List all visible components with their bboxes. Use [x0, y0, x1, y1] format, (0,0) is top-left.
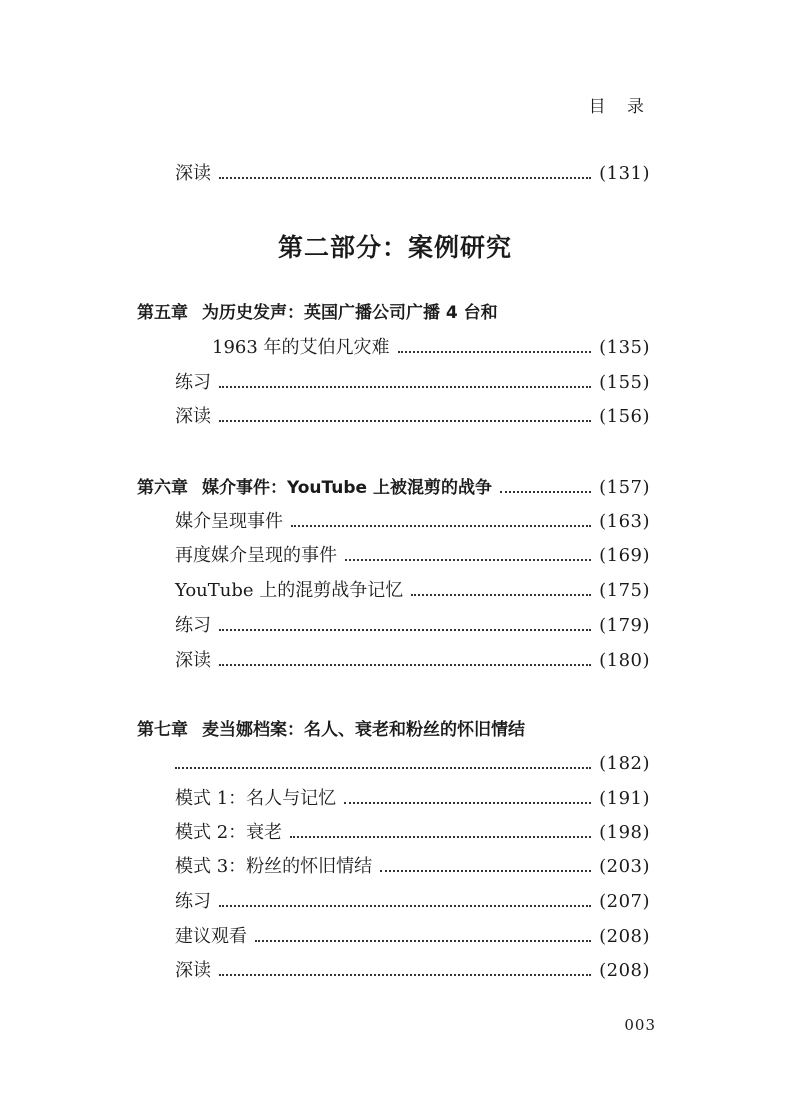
chapter-heading-5[interactable] [137, 298, 650, 328]
toc-entry-page: (135) [599, 337, 650, 358]
toc-entry[interactable] [175, 646, 650, 676]
toc-entry-page: (182) [599, 753, 650, 774]
chapter-title: 媒介事件：YouTube 上被混剪的战争 [202, 478, 492, 498]
toc-entry-page: (157) [599, 477, 650, 498]
chapter-title: 为历史发声：英国广播公司广播 4 台和 [202, 303, 498, 323]
toc-entry[interactable] [175, 402, 650, 432]
chapter-heading-5-cont[interactable] [212, 333, 650, 363]
toc-entry-page: (155) [599, 372, 650, 393]
toc-entry-title: 深读 [175, 650, 211, 671]
chapter-heading-7-cont[interactable] [175, 749, 650, 779]
chapter-heading-6[interactable] [137, 473, 650, 503]
toc-entry-page: (175) [599, 580, 650, 601]
dot-leader [380, 870, 591, 872]
toc-entry-page: (198) [599, 822, 650, 843]
dot-leader [219, 420, 591, 422]
toc-entry[interactable] [175, 818, 650, 848]
toc-entry[interactable] [175, 852, 650, 882]
part-title: 第二部分：案例研究 [277, 233, 512, 262]
toc-entry-title: 练习 [175, 891, 211, 912]
toc-entry[interactable] [175, 956, 650, 986]
dot-leader [219, 629, 591, 631]
toc-entry-title: 媒介呈现事件 [175, 511, 283, 532]
toc-entry[interactable] [175, 507, 650, 537]
dot-leader [219, 664, 591, 666]
chapter-label: 第六章 [137, 478, 188, 498]
dot-leader [345, 559, 591, 561]
chapter-label: 第五章 [137, 303, 188, 323]
toc-entry-page: (163) [599, 511, 650, 532]
toc-entry-title: 深读 [175, 163, 211, 184]
toc-entry-title: YouTube 上的混剪战争记忆 [175, 580, 404, 601]
toc-entry[interactable] [175, 159, 650, 189]
dot-leader [175, 767, 591, 769]
dot-leader [291, 525, 591, 527]
chapter-title: 麦当娜档案：名人、衰老和粉丝的怀旧情结 [202, 720, 525, 740]
toc-entry-title: 模式 2：衰老 [175, 822, 283, 843]
page-number: 003 [624, 1016, 656, 1034]
toc-entry-page: (203) [599, 856, 650, 877]
chapter-heading-7[interactable] [137, 715, 650, 745]
toc-entry-page: (208) [599, 926, 650, 947]
dot-leader [219, 974, 591, 976]
toc-entry-title: 模式 3：粉丝的怀旧情结 [175, 856, 373, 877]
toc-entry-title: 深读 [175, 406, 211, 427]
toc-entry-page: (208) [599, 960, 650, 981]
dot-leader [344, 802, 591, 804]
dot-leader [500, 491, 591, 493]
running-header: 目 录 [588, 97, 652, 117]
toc-entry-title: 深读 [175, 960, 211, 981]
dot-leader [219, 905, 591, 907]
toc-entry-title: 练习 [175, 372, 211, 393]
chapter-title-cont: 1963 年的艾伯凡灾难 [212, 337, 390, 358]
toc-entry-title: 建议观看 [175, 926, 247, 947]
toc-entry-page: (131) [599, 163, 650, 184]
toc-entry-page: (179) [599, 615, 650, 636]
toc-entry-page: (156) [599, 406, 650, 427]
toc-entry-page: (169) [599, 545, 650, 566]
dot-leader [219, 177, 591, 179]
toc-entry-title: 模式 1：名人与记忆 [175, 788, 337, 809]
dot-leader [411, 594, 591, 596]
dot-leader [219, 386, 591, 388]
toc-entry[interactable] [175, 576, 650, 606]
toc-entry[interactable] [175, 611, 650, 641]
toc-entry[interactable] [175, 887, 650, 917]
toc-entry-title: 练习 [175, 615, 211, 636]
toc-entry-page: (207) [599, 891, 650, 912]
toc-entry-title: 再度媒介呈现的事件 [175, 545, 337, 566]
chapter-label: 第七章 [137, 720, 188, 740]
toc-entry[interactable] [175, 541, 650, 571]
dot-leader [398, 351, 592, 353]
toc-entry[interactable] [175, 368, 650, 398]
toc-entry-page: (180) [599, 650, 650, 671]
toc-entry-page: (191) [599, 788, 650, 809]
dot-leader [290, 836, 591, 838]
dot-leader [255, 940, 591, 942]
toc-entry[interactable] [175, 922, 650, 952]
toc-entry[interactable] [175, 784, 650, 814]
